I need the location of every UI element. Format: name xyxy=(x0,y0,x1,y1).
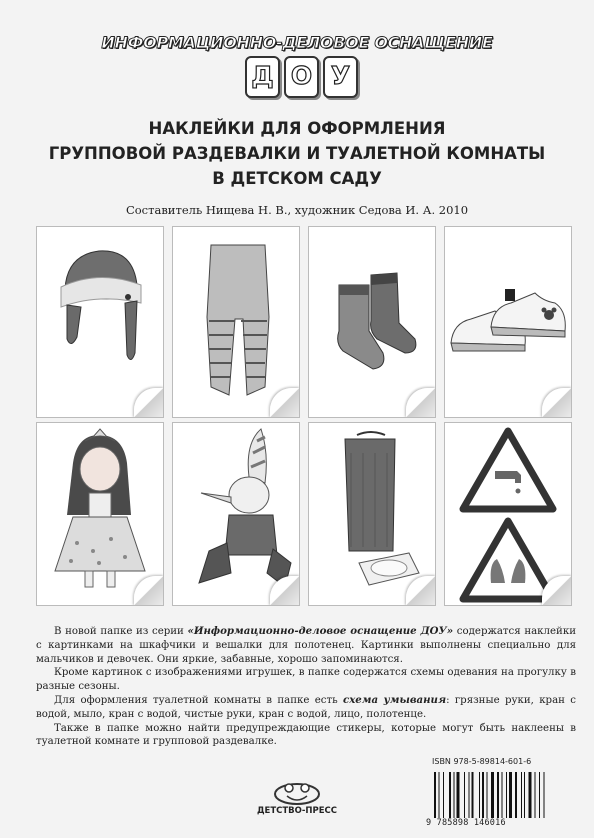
sneakers-icon xyxy=(445,227,571,417)
sticker-card xyxy=(308,226,436,418)
barcode-bar xyxy=(544,772,545,818)
title-line: НАКЛЕЙКИ ДЛЯ ОФОРМЛЕНИЯ xyxy=(148,119,446,138)
publisher-name: ДЕТСТВО-ПРЕСС xyxy=(256,806,338,816)
barcode-bar xyxy=(491,772,494,818)
barcode-bar xyxy=(482,772,484,818)
tights-icon xyxy=(173,227,299,417)
text-span: Для оформления туалетной комнаты в папке есть xyxy=(54,694,343,706)
title-line: В ДЕТСКОМ САДУ xyxy=(212,169,382,188)
title-line: ГРУППОВОЙ РАЗДЕВАЛКИ И ТУАЛЕТНОЙ КОМНАТЫ xyxy=(48,144,546,163)
authors-line: Составитель Нищева Н. В., художник Седова И. А. 2010 xyxy=(125,203,469,217)
barcode-bar xyxy=(449,772,451,818)
scheme-emphasis: схема умывания xyxy=(343,693,447,706)
barcode-bar xyxy=(464,772,465,818)
warning-signs-icon xyxy=(445,423,571,605)
barcode-bar xyxy=(535,772,536,818)
barcode-bar xyxy=(434,772,436,818)
series-title: ИНФОРМАЦИОННО-ДЕЛОВОЕ ОСНАЩЕНИЕ xyxy=(101,33,493,52)
text-span: В новой папке из серии xyxy=(54,626,188,637)
barcode-bar xyxy=(487,772,488,818)
logo-letter: Д xyxy=(245,56,280,98)
pinocchio-toy-icon xyxy=(173,423,299,605)
barcode-bar xyxy=(472,772,474,818)
barcode-bar xyxy=(524,772,525,818)
towel-and-soap-icon xyxy=(309,423,435,605)
barcode-icon xyxy=(430,772,580,820)
sticker-card xyxy=(308,422,436,606)
barcode-bar xyxy=(502,772,503,818)
publisher-logo-icon xyxy=(267,778,327,806)
dou-logo xyxy=(245,56,358,96)
barcode-bar xyxy=(469,772,470,818)
description-paragraph xyxy=(36,625,576,666)
barcode-bar xyxy=(529,772,532,818)
barcode-bar xyxy=(506,772,507,818)
barcode-bar xyxy=(454,772,455,818)
text-span: : грязные руки, кран с водой, мыло, кран с водой, чистые руки, кран с водой, лицо, полотенце. xyxy=(36,694,576,720)
series-name-emphasis: «Информационно-деловое оснащение ДОУ» xyxy=(187,625,454,637)
description-paragraph: Также в папке можно найти предупреждающие стикеры, которые могут быть наклеены в туалетной комнате и групповой раздевалке. xyxy=(36,722,576,748)
text-span: содержатся наклейки с картинками на шкафчики и вешалки для полотенец. Картинки выполнены специально для мальчиков и девочек. Они яркие, забавные, хорошо запоминаются. xyxy=(36,626,576,665)
barcode-bar xyxy=(479,772,480,818)
barcode-bar xyxy=(515,772,517,818)
sticker-card xyxy=(172,422,300,606)
barcode-bar xyxy=(443,772,444,818)
sticker-card xyxy=(36,226,164,418)
logo-letter: О xyxy=(284,56,319,98)
barcode-number: 9 785898 146016 xyxy=(426,818,506,828)
barcode-bar xyxy=(539,772,540,818)
sticker-card xyxy=(36,422,164,606)
doll-icon xyxy=(37,423,163,605)
description-paragraph: Кроме картинок с изображениями игрушек, в папке содержатся схемы одевания на прогулку в разные сезоны. xyxy=(36,667,576,693)
socks-icon xyxy=(309,227,435,417)
book-title xyxy=(0,116,594,191)
sticker-card xyxy=(444,422,572,606)
barcode-bar xyxy=(439,772,440,818)
barcode-bar xyxy=(457,772,460,818)
description xyxy=(36,625,576,749)
description-paragraph xyxy=(36,694,576,722)
sticker-card xyxy=(172,226,300,418)
isbn: ISBN 978-5-89814-601-6 xyxy=(432,757,532,766)
winter-hat-icon xyxy=(37,227,163,417)
barcode-bar xyxy=(497,772,499,818)
barcode-bar xyxy=(509,772,512,818)
logo-letter: У xyxy=(323,56,358,98)
barcode-bar xyxy=(521,772,522,818)
sticker-card xyxy=(444,226,572,418)
